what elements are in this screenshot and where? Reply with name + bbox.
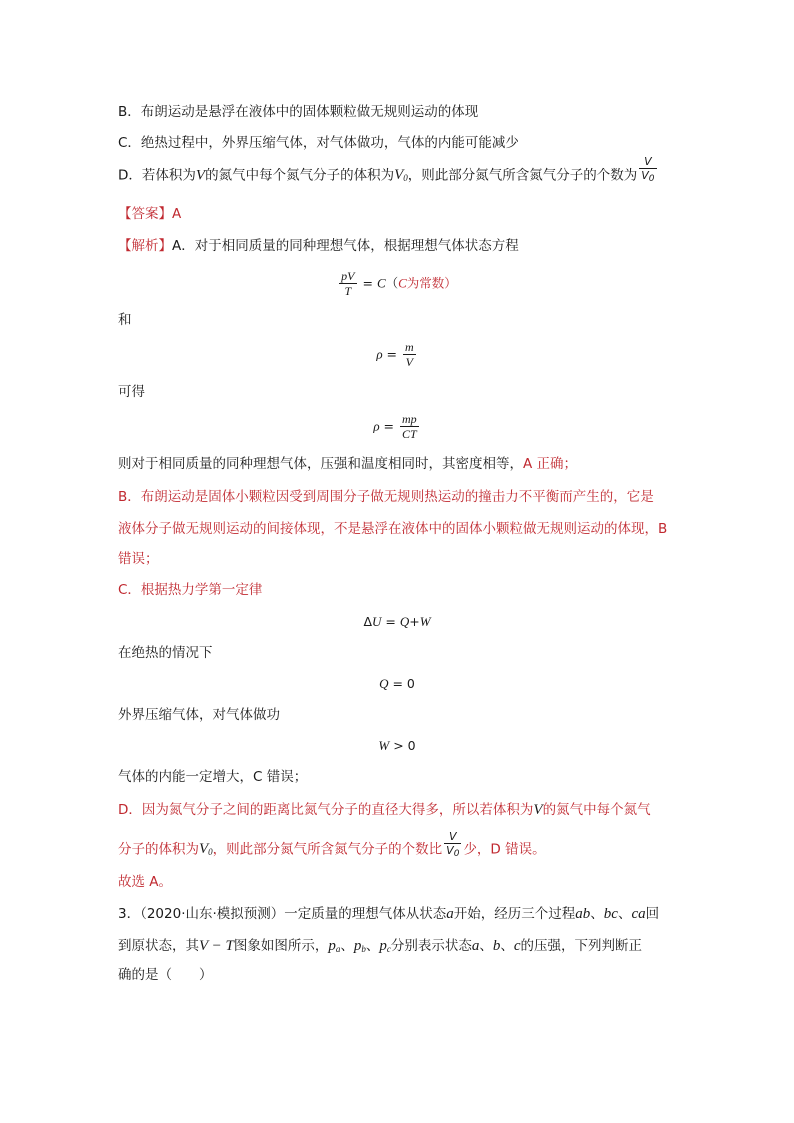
analysis-a-conclusion: 则对于相同质量的同种理想气体，压强和温度相同时，其密度相等，A 正确；	[118, 456, 578, 472]
analysis-c-conclusion: 气体的内能一定增大，C 错误；	[118, 769, 308, 785]
answer-line	[118, 208, 181, 222]
option-d: D．若体积为V的氮气中每个氮气分子的体积为$V_0$，则此部分氮气所含氮气分子的个数为 $\frac{V}{V_0}$	[118, 155, 655, 185]
analysis-he: 和	[118, 312, 132, 328]
equation-w-positive: W > 0	[378, 738, 416, 753]
analysis-b-line3: 错误；	[118, 551, 159, 567]
analysis-final: 故选 A。	[118, 874, 173, 890]
equation-density-result: ρ = $\frac{mp}{CT}$	[373, 412, 417, 442]
analysis-d-line1: D．因为氮气分子之间的距离比氮气分子的直径大得多，所以若体积为V的氮气中每个氮气	[118, 802, 651, 818]
analysis-label: 【解析】	[118, 238, 172, 254]
fraction-v-over-v0-2: $\frac{V}{V_0}$	[446, 830, 460, 860]
analysis-a-intro: 【解析】A．对于相同质量的同种理想气体，根据理想气体状态方程	[118, 238, 519, 254]
analysis-c-intro: C．根据热力学第一定律	[118, 582, 263, 598]
answer-value: A	[172, 206, 182, 222]
analysis-d-line2: 分子的体积为$V_0$，则此部分氮气所含氮气分子的个数比 $\frac{V}{V_0}$ 少，D 错误。	[118, 830, 546, 860]
equation-density: ρ = $\frac{m}{V}$	[376, 340, 414, 370]
equation-q-zero: Q = 0	[379, 676, 415, 691]
equation-first-law: ΔU = Q+W	[363, 614, 431, 629]
analysis-c-compress: 外界压缩气体，对气体做功	[118, 707, 280, 723]
analysis-kede: 可得	[118, 384, 145, 400]
var-v0: $V_0$	[394, 167, 408, 184]
question3-line2: 到原状态，其V − T图象如图所示，$p_a$、$p_b$、$p_c$分别表示状态a、b、c的压强，下列判断正	[118, 938, 643, 954]
analysis-b-line1: B．布朗运动是固体小颗粒因受到周围分子做无规则热运动的撞击力不平衡而产生的，它是	[118, 489, 654, 505]
var-v: V	[195, 167, 206, 184]
question3-line1: 3．（2020·山东·模拟预测）一定质量的理想气体从状态a开始，经历三个过程ab、bc、ca回	[118, 906, 660, 922]
question3-line3: 确的是（ ）	[118, 967, 213, 983]
option-c: C．绝热过程中，外界压缩气体，对气体做功，气体的内能可能减少	[118, 135, 519, 151]
fraction-v-over-v0: $\frac{V}{V_0}$	[641, 155, 655, 185]
option-b: B．布朗运动是悬浮在液体中的固体颗粒做无规则运动的体现	[118, 104, 479, 120]
analysis-c-adiabatic: 在绝热的情况下	[118, 645, 213, 661]
equation-ideal-gas: $\frac{pV}{T}$ = C（C为常数）	[341, 269, 457, 299]
analysis-b-line2: 液体分子做无规则运动的间接体现，不是悬浮在液体中的固体小颗粒做无规则运动的体现，B	[118, 521, 668, 537]
answer-label: 【答案】	[118, 206, 172, 222]
